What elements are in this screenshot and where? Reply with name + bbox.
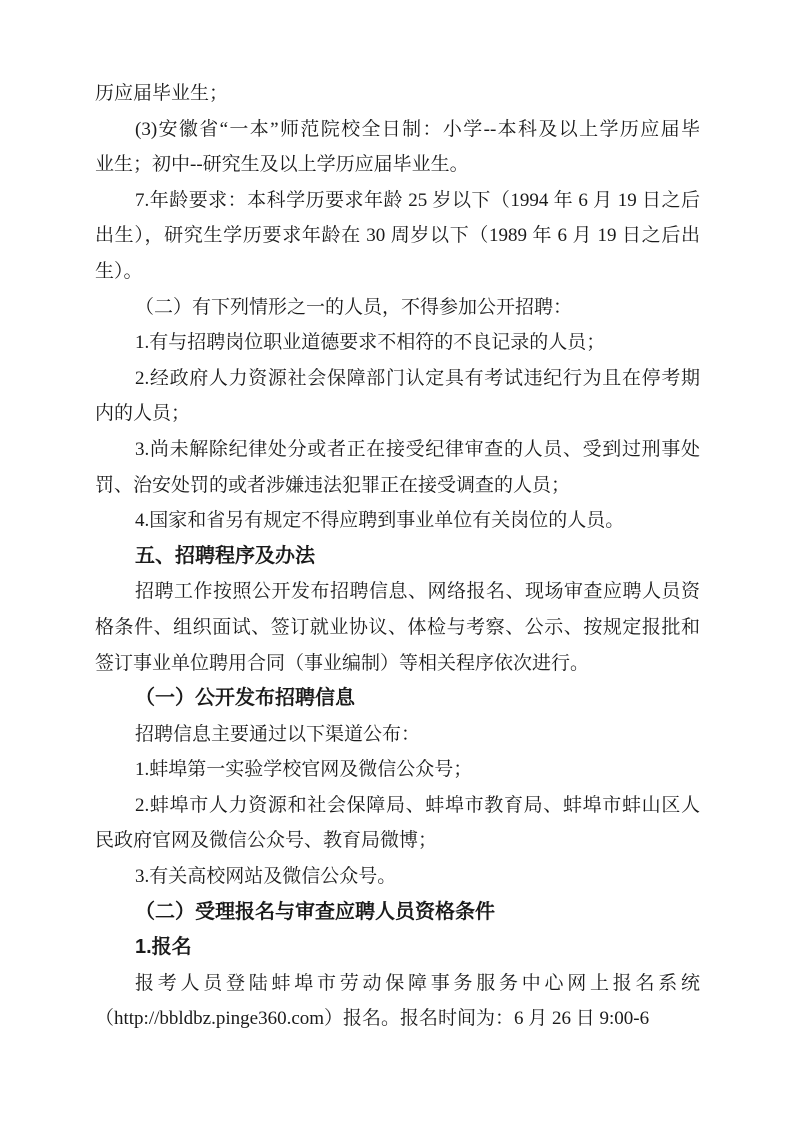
heading-registration-and-review: （二）受理报名与审查应聘人员资格条件 bbox=[135, 900, 495, 923]
doc-line: 1.蚌埠第一实验学校官网及微信公众号； bbox=[135, 759, 473, 781]
doc-line: 报考人员登陆蚌埠市劳动保障事务服务中心网上报名系统 bbox=[135, 972, 700, 994]
doc-line: 民政府官网及微信公众号、教育局微博； bbox=[95, 830, 438, 852]
doc-line: 业生；初中--研究生及以上学历应届毕业生。 bbox=[95, 154, 469, 176]
doc-line: 2.经政府人力资源社会保障部门认定具有考试违纪行为且在停考期 bbox=[135, 367, 700, 389]
doc-line: 3.有关高校网站及微信公众号。 bbox=[135, 866, 397, 888]
doc-line: 4.国家和省另有规定不得应聘到事业单位有关岗位的人员。 bbox=[135, 510, 625, 532]
doc-line: 7.年龄要求：本科学历要求年龄 25 岁以下（1994 年 6 月 19 日之后 bbox=[135, 189, 700, 211]
doc-line: 罚、治安处罚的或者涉嫌违法犯罪正在接受调查的人员； bbox=[95, 474, 571, 496]
doc-line: （二）有下列情形之一的人员，不得参加公开招聘： bbox=[135, 296, 573, 318]
heading-registration: 1.报名 bbox=[135, 936, 192, 959]
heading-recruitment-procedure: 五、招聘程序及办法 bbox=[135, 544, 315, 567]
heading-publish-recruitment-info: （一）公开发布招聘信息 bbox=[135, 687, 355, 710]
doc-line: 3.尚未解除纪律处分或者正在接受纪律审查的人员、受到过刑事处 bbox=[135, 438, 700, 460]
doc-line: 1.有与招聘岗位职业道德要求不相符的不良记录的人员； bbox=[135, 332, 606, 354]
doc-line: 格条件、组织面试、签订就业协议、体检与考察、公示、按规定报批和 bbox=[95, 616, 700, 638]
doc-line: 出生），研究生学历要求年龄在 30 周岁以下（1989 年 6 月 19 日之后出 bbox=[95, 225, 700, 247]
doc-line: 招聘信息主要通过以下渠道公布： bbox=[135, 723, 421, 745]
doc-line: 历应届毕业生； bbox=[95, 83, 229, 104]
doc-line: 内的人员； bbox=[95, 403, 191, 425]
doc-line: 2.蚌埠市人力资源和社会保障局、蚌埠市教育局、蚌埠市蚌山区人 bbox=[135, 794, 700, 816]
doc-line: 招聘工作按照公开发布招聘信息、网络报名、现场审查应聘人员资 bbox=[135, 581, 700, 603]
doc-line: 生）。 bbox=[95, 260, 143, 282]
doc-line-url: （http://bbldbz.pinge360.com）报名。报名时间为：6 月 26 日 9:00-6 bbox=[95, 1008, 650, 1030]
doc-line: 签订事业单位聘用合同（事业编制）等相关程序依次进行。 bbox=[95, 652, 590, 674]
doc-line: (3)安徽省“一本”师范院校全日制：小学--本科及以上学历应届毕 bbox=[135, 118, 700, 140]
